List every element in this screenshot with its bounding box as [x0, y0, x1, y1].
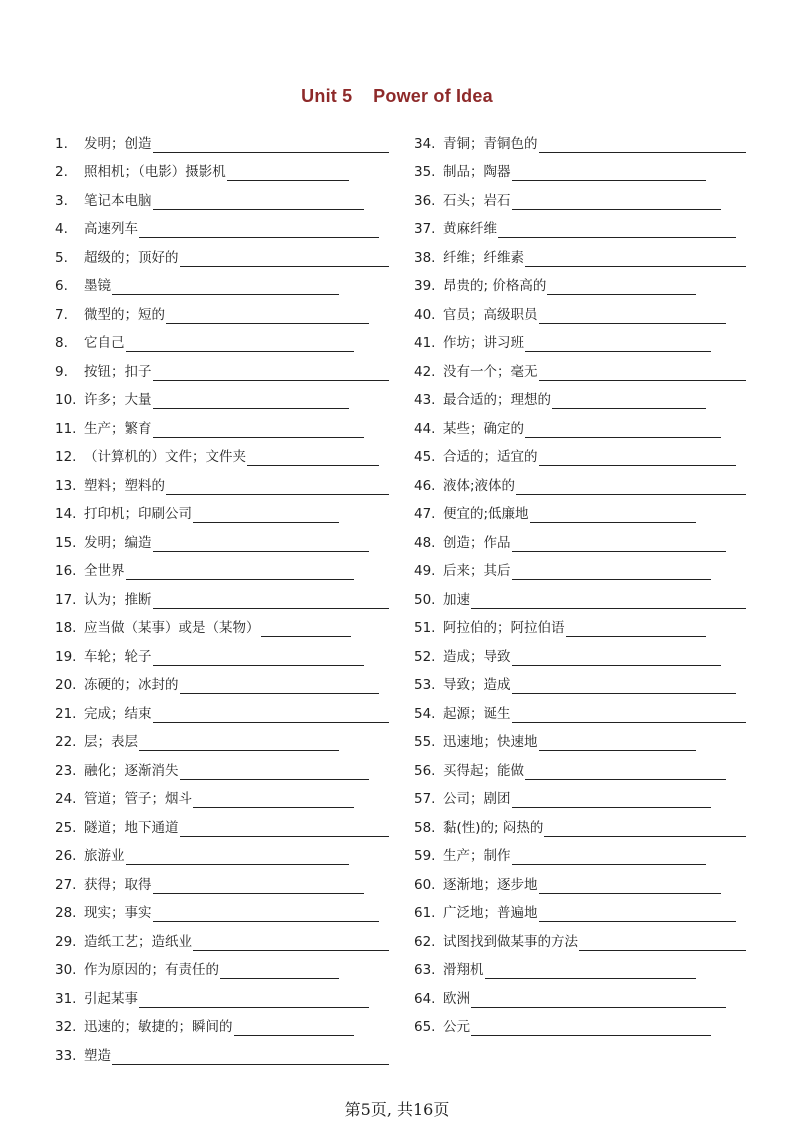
answer-blank[interactable]	[180, 252, 389, 267]
item-prompt: 迅速的；敏捷的；瞬间的	[84, 1019, 233, 1035]
item-prompt: 纤维；纤维素	[443, 249, 524, 266]
item-number: 43.	[414, 392, 436, 408]
item-prompt: 买得起；能做	[443, 762, 524, 779]
answer-blank[interactable]	[525, 252, 746, 267]
vocab-item	[414, 295, 746, 324]
vocab-item	[414, 751, 746, 780]
item-number: 60.	[414, 876, 436, 893]
item-prompt: 它自己	[84, 335, 125, 351]
item-prompt: 制品；陶器	[443, 164, 511, 180]
vocab-item	[414, 979, 746, 1008]
answer-blank[interactable]	[166, 309, 369, 324]
answer-blank[interactable]	[180, 822, 389, 837]
answer-blank[interactable]	[485, 964, 696, 979]
item-prompt: 全世界	[84, 563, 125, 579]
item-prompt: 冻硬的；冰封的	[84, 677, 179, 693]
vocab-item	[414, 153, 746, 182]
vocab-item	[55, 466, 389, 495]
answer-blank[interactable]	[544, 822, 746, 837]
answer-blank[interactable]	[566, 622, 706, 637]
answer-blank[interactable]	[247, 451, 379, 466]
vocab-item	[55, 438, 389, 467]
item-prompt: 应当做（某事）或是（某物）	[84, 620, 260, 636]
item-prompt: 造成；导致	[443, 648, 511, 665]
answer-blank[interactable]	[512, 166, 706, 181]
item-prompt: 便宜的;低廉地	[443, 506, 529, 522]
item-number: 30.	[55, 962, 77, 978]
answer-blank[interactable]	[193, 793, 354, 808]
vocab-item	[414, 580, 746, 609]
answer-blank[interactable]	[512, 565, 711, 580]
answer-blank[interactable]	[512, 708, 746, 723]
answer-blank[interactable]	[193, 936, 389, 951]
answer-blank[interactable]	[112, 1050, 389, 1065]
vocab-item	[414, 381, 746, 410]
answer-blank[interactable]	[180, 765, 369, 780]
item-prompt: 黏(性)的; 闷热的	[443, 819, 544, 836]
item-number: 16.	[55, 563, 77, 579]
vocab-item	[414, 324, 746, 353]
item-prompt: 作坊；讲习班	[443, 335, 524, 351]
answer-blank[interactable]	[471, 594, 746, 609]
vocab-item	[414, 808, 746, 837]
vocab-item	[55, 295, 389, 324]
item-prompt: 旅游业	[84, 848, 125, 864]
item-prompt: 滑翔机	[443, 962, 484, 978]
item-prompt: 最合适的；理想的	[443, 392, 551, 408]
item-number: 20.	[55, 677, 77, 693]
item-number: 34.	[414, 135, 436, 152]
vocab-item	[414, 552, 746, 581]
item-number: 9.	[55, 363, 68, 380]
item-prompt: 许多；大量	[84, 392, 152, 408]
item-number: 40.	[414, 306, 436, 323]
vocab-item	[414, 238, 746, 267]
item-number: 41.	[414, 335, 436, 351]
vocab-item	[55, 210, 389, 239]
answer-blank[interactable]	[547, 280, 696, 295]
answer-blank[interactable]	[153, 879, 364, 894]
answer-blank[interactable]	[234, 1021, 354, 1036]
vocab-item	[55, 580, 389, 609]
item-prompt: 作为原因的；有责任的	[84, 962, 219, 978]
vocab-item	[55, 694, 389, 723]
answer-blank[interactable]	[153, 907, 379, 922]
answer-blank[interactable]	[153, 423, 364, 438]
vocab-item	[414, 466, 746, 495]
item-number: 25.	[55, 819, 77, 836]
item-number: 22.	[55, 734, 77, 750]
item-prompt: 迅速地；快速地	[443, 734, 538, 750]
item-prompt: 塑料；塑料的	[84, 477, 165, 494]
item-prompt: 某些；确定的	[443, 420, 524, 437]
item-number: 47.	[414, 506, 436, 522]
answer-blank[interactable]	[126, 850, 349, 865]
answer-blank[interactable]	[180, 679, 379, 694]
answer-blank[interactable]	[516, 480, 746, 495]
vocab-item	[414, 637, 746, 666]
vocab-item	[55, 666, 389, 695]
vocab-item	[55, 894, 389, 923]
answer-blank[interactable]	[153, 138, 389, 153]
item-prompt: 照相机；（电影）摄影机	[84, 164, 226, 180]
item-prompt: 造纸工艺；造纸业	[84, 933, 192, 950]
answer-blank[interactable]	[552, 394, 706, 409]
item-prompt: 青铜；青铜色的	[443, 135, 538, 152]
item-number: 28.	[55, 905, 77, 921]
item-prompt: 笔记本电脑	[84, 192, 152, 209]
item-number: 55.	[414, 734, 436, 750]
item-number: 38.	[414, 249, 436, 266]
item-number: 62.	[414, 933, 436, 950]
answer-blank[interactable]	[512, 850, 706, 865]
item-number: 4.	[55, 221, 68, 237]
answer-blank[interactable]	[530, 508, 696, 523]
item-number: 61.	[414, 905, 436, 921]
vocab-item	[414, 922, 746, 951]
item-number: 11.	[55, 420, 77, 437]
item-number: 5.	[55, 249, 68, 266]
vocab-item	[55, 238, 389, 267]
item-number: 57.	[414, 791, 436, 807]
vocab-item	[55, 723, 389, 752]
vocab-item	[55, 153, 389, 182]
vocab-item	[55, 552, 389, 581]
vocab-item	[55, 495, 389, 524]
answer-blank[interactable]	[471, 1021, 711, 1036]
vocab-item	[414, 666, 746, 695]
item-number: 13.	[55, 477, 77, 494]
item-prompt: 打印机；印刷公司	[84, 506, 192, 522]
vocab-item	[55, 409, 389, 438]
item-number: 27.	[55, 876, 77, 893]
item-prompt: 阿拉伯的；阿拉伯语	[443, 620, 565, 636]
item-prompt: 生产；繁育	[84, 420, 152, 437]
item-prompt: 公司；剧团	[443, 791, 511, 807]
item-number: 63.	[414, 962, 436, 978]
item-prompt: 按钮；扣子	[84, 363, 152, 380]
item-number: 19.	[55, 648, 77, 665]
right-column	[414, 124, 746, 1036]
vocab-item	[414, 210, 746, 239]
item-number: 29.	[55, 933, 77, 950]
item-prompt: 层；表层	[84, 734, 138, 750]
vocab-item	[414, 694, 746, 723]
vocab-item	[55, 979, 389, 1008]
answer-blank[interactable]	[539, 907, 736, 922]
answer-blank[interactable]	[539, 879, 721, 894]
answer-blank[interactable]	[539, 366, 746, 381]
item-prompt: 引起某事	[84, 990, 138, 1007]
item-number: 64.	[414, 990, 436, 1007]
item-prompt: 墨镜	[84, 278, 111, 294]
vocab-item	[55, 1036, 389, 1065]
item-prompt: 完成；结束	[84, 705, 152, 722]
item-prompt: 石头；岩石	[443, 192, 511, 209]
answer-blank[interactable]	[539, 138, 746, 153]
vocab-item	[55, 922, 389, 951]
item-prompt: 超级的；顶好的	[84, 249, 179, 266]
item-number: 8.	[55, 335, 68, 351]
item-prompt: 管道；管子；烟斗	[84, 791, 192, 807]
answer-blank[interactable]	[539, 451, 736, 466]
vocab-item	[55, 381, 389, 410]
item-number: 52.	[414, 648, 436, 665]
answer-blank[interactable]	[512, 793, 711, 808]
item-number: 26.	[55, 848, 77, 864]
item-number: 65.	[414, 1019, 436, 1035]
vocab-item	[55, 523, 389, 552]
item-number: 2.	[55, 164, 68, 180]
item-number: 39.	[414, 278, 436, 294]
vocab-item	[55, 837, 389, 866]
vocab-item	[414, 609, 746, 638]
item-prompt: 发明；编造	[84, 534, 152, 551]
item-prompt: （计算机的）文件；文件夹	[84, 449, 246, 465]
item-prompt: 微型的；短的	[84, 306, 165, 323]
vocab-item	[55, 609, 389, 638]
answer-blank[interactable]	[153, 394, 349, 409]
item-number: 31.	[55, 990, 77, 1007]
item-prompt: 起源；诞生	[443, 705, 511, 722]
vocab-item	[55, 181, 389, 210]
vocab-item	[55, 324, 389, 353]
vocab-item	[414, 495, 746, 524]
item-number: 58.	[414, 819, 436, 836]
item-number: 56.	[414, 762, 436, 779]
item-prompt: 官员；高级职员	[443, 306, 538, 323]
item-number: 21.	[55, 705, 77, 722]
item-number: 42.	[414, 363, 436, 380]
item-number: 3.	[55, 192, 68, 209]
item-number: 32.	[55, 1019, 77, 1035]
answer-blank[interactable]	[193, 508, 339, 523]
item-number: 24.	[55, 791, 77, 807]
item-prompt: 高速列车	[84, 221, 138, 237]
item-prompt: 获得；取得	[84, 876, 152, 893]
item-prompt: 塑造	[84, 1047, 111, 1064]
item-number: 23.	[55, 762, 77, 779]
item-prompt: 公元	[443, 1019, 470, 1035]
answer-blank[interactable]	[126, 565, 354, 580]
item-prompt: 试图找到做某事的方法	[443, 933, 578, 950]
answer-blank[interactable]	[220, 964, 339, 979]
answer-blank[interactable]	[525, 765, 726, 780]
vocab-item	[414, 438, 746, 467]
vocab-item	[55, 352, 389, 381]
answer-blank[interactable]	[227, 166, 349, 181]
vocab-item	[55, 124, 389, 153]
item-number: 1.	[55, 135, 68, 152]
answer-blank[interactable]	[539, 309, 726, 324]
item-prompt: 现实；事实	[84, 905, 152, 921]
item-prompt: 加速	[443, 591, 470, 608]
item-prompt: 认为；推断	[84, 591, 152, 608]
item-prompt: 发明；创造	[84, 135, 152, 152]
item-prompt: 没有一个；毫无	[443, 363, 538, 380]
item-number: 48.	[414, 534, 436, 551]
item-number: 35.	[414, 164, 436, 180]
answer-blank[interactable]	[153, 594, 389, 609]
vocab-item	[55, 780, 389, 809]
item-number: 44.	[414, 420, 436, 437]
item-number: 7.	[55, 306, 68, 323]
item-number: 50.	[414, 591, 436, 608]
item-number: 17.	[55, 591, 77, 608]
answer-blank[interactable]	[525, 337, 711, 352]
vocab-item	[414, 267, 746, 296]
vocab-item	[414, 124, 746, 153]
vocab-item	[414, 780, 746, 809]
answer-blank[interactable]	[139, 993, 369, 1008]
item-number: 6.	[55, 278, 68, 294]
item-prompt: 黄麻纤维	[443, 221, 497, 237]
vocab-item	[414, 837, 746, 866]
item-number: 59.	[414, 848, 436, 864]
item-number: 54.	[414, 705, 436, 722]
item-prompt: 生产；制作	[443, 848, 511, 864]
item-number: 15.	[55, 534, 77, 551]
answer-blank[interactable]	[139, 223, 379, 238]
item-prompt: 合适的；适宜的	[443, 449, 538, 465]
vocab-item	[414, 894, 746, 923]
item-prompt: 液体;液体的	[443, 477, 516, 494]
item-number: 12.	[55, 449, 77, 465]
answer-blank[interactable]	[153, 651, 364, 666]
item-prompt: 融化；逐渐消失	[84, 762, 179, 779]
page-title: Unit 5 Power of Idea	[301, 86, 493, 106]
page-footer: 第5页, 共16页	[344, 1100, 450, 1119]
answer-blank[interactable]	[498, 223, 736, 238]
answer-blank[interactable]	[512, 537, 726, 552]
item-number: 14.	[55, 506, 77, 522]
vocab-item	[55, 751, 389, 780]
vocab-item	[414, 523, 746, 552]
item-number: 33.	[55, 1047, 77, 1064]
answer-blank[interactable]	[525, 423, 721, 438]
item-number: 45.	[414, 449, 436, 465]
item-prompt: 导致；造成	[443, 677, 511, 693]
answer-blank[interactable]	[153, 708, 389, 723]
answer-blank[interactable]	[261, 622, 351, 637]
answer-blank[interactable]	[471, 993, 726, 1008]
item-prompt: 广泛地；普遍地	[443, 905, 538, 921]
answer-blank[interactable]	[579, 936, 746, 951]
left-column	[55, 124, 389, 1065]
item-prompt: 昂贵的; 价格高的	[443, 278, 547, 294]
answer-blank[interactable]	[139, 736, 339, 751]
item-number: 49.	[414, 563, 436, 579]
vocab-item	[414, 723, 746, 752]
item-number: 36.	[414, 192, 436, 209]
vocab-item	[55, 637, 389, 666]
item-number: 46.	[414, 477, 436, 494]
item-prompt: 创造；作品	[443, 534, 511, 551]
vocab-item	[55, 865, 389, 894]
answer-blank[interactable]	[166, 480, 389, 495]
item-prompt: 隧道；地下通道	[84, 819, 179, 836]
item-prompt: 逐渐地；逐步地	[443, 876, 538, 893]
answer-blank[interactable]	[512, 195, 721, 210]
vocab-item	[414, 181, 746, 210]
answer-blank[interactable]	[153, 366, 389, 381]
item-number: 10.	[55, 392, 77, 408]
item-prompt: 车轮；轮子	[84, 648, 152, 665]
answer-blank[interactable]	[539, 736, 696, 751]
answer-blank[interactable]	[153, 537, 369, 552]
answer-blank[interactable]	[512, 679, 736, 694]
vocab-item	[55, 951, 389, 980]
vocab-item	[414, 352, 746, 381]
item-prompt: 欧洲	[443, 990, 470, 1007]
item-number: 53.	[414, 677, 436, 693]
item-prompt: 后来；其后	[443, 563, 511, 579]
vocab-item	[55, 1008, 389, 1037]
vocab-item	[414, 1008, 746, 1037]
vocab-item	[55, 808, 389, 837]
answer-blank[interactable]	[112, 280, 339, 295]
vocab-item	[55, 267, 389, 296]
vocab-item	[414, 951, 746, 980]
item-number: 51.	[414, 620, 436, 636]
item-number: 18.	[55, 620, 77, 636]
vocab-item	[414, 865, 746, 894]
answer-blank[interactable]	[512, 651, 721, 666]
answer-blank[interactable]	[153, 195, 364, 210]
answer-blank[interactable]	[126, 337, 354, 352]
item-number: 37.	[414, 221, 436, 237]
vocab-item	[414, 409, 746, 438]
